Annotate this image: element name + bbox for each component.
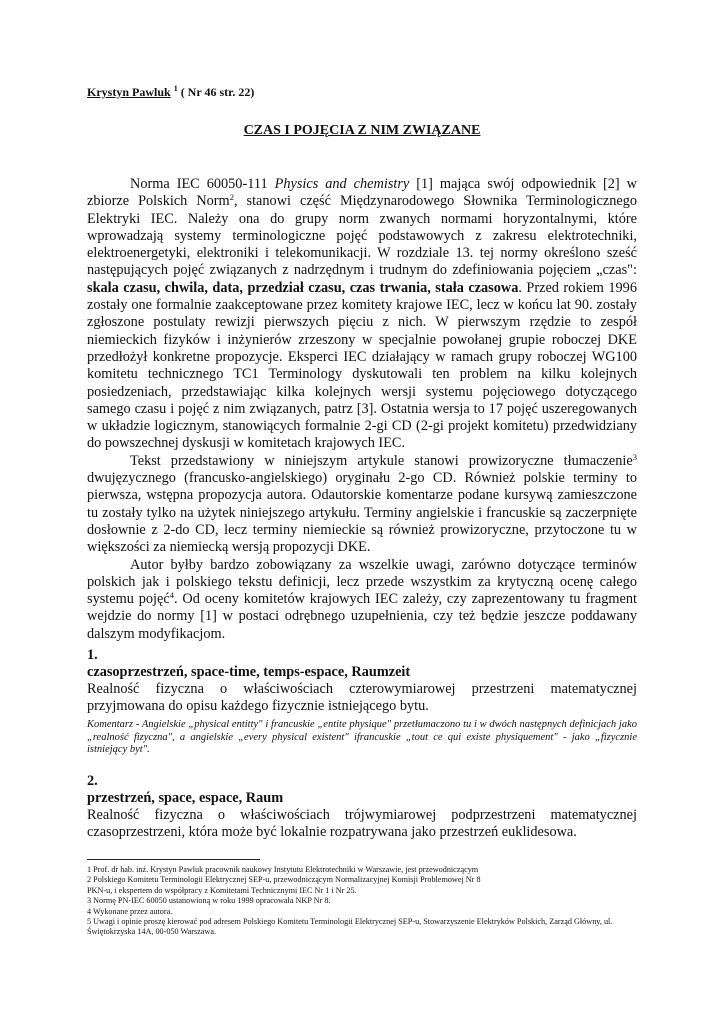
- author-footnote-ref: 1: [173, 84, 178, 93]
- definition-term: czasoprzestrzeń, space-time, temps-espace, Raumzeit: [87, 664, 411, 680]
- footnote-line: 4 Wykonane przez autora.: [87, 906, 173, 916]
- text-run: Autor byłby bardzo zobowiązany za wszelkie uwagi, zarówno dotyczące terminów polskich jak i polskiego tekstu definicji, lecz przede wszystkim za krytyczną ocenę całego systemu pojęć: [87, 556, 637, 608]
- definition-text: Realność fizyczna o właściwościach czterowymiarowej przestrzeni matematycznej przyjmowana do opisu każdego fizycznie istniejącego bytu.: [87, 681, 637, 714]
- definition-1: [87, 647, 637, 757]
- definition-number: 1.: [87, 647, 98, 663]
- footnote-separator: [87, 859, 260, 860]
- footnote-ref: 4: [169, 590, 174, 601]
- paragraph-intro: [87, 176, 637, 453]
- footnote-line: 3 Normę PN-IEC 60050 ustanowioną w roku 1999 opracowała NKP Nr 8.: [87, 896, 331, 906]
- author-name: Krystyn Pawluk: [87, 85, 171, 99]
- norm-title: Physics and chemistry: [274, 176, 410, 192]
- footnote-line: PKN-u, i ekspertem do współpracy z Komitetami Technicznymi IEC Nr 1 i Nr 25.: [87, 885, 357, 895]
- text-run: , stanowi część Międzynarodowego Słownika Terminologicznego Elektryki IEC. Należy ona do grupy norm zwanych normami horyzontalnymi, które wprowadzają systemy terminologiczne pojęć podstawowych z zakresu elektrotechniki, elektroenergetyki, elektroniki i telekomunikacji. W rozdziale 13. tej normy określono sześć następujących pojęć związanych z nadrzędnym i trudnym do zdefiniowania pojęciem „czas":: [87, 193, 637, 279]
- footnote-line: 5 Uwagi i opinie proszę kierować pod adresem Polskiego Komitetu Terminologii Elektrycznej SEP-u, Stowarzyszenie Elektryków Polskich, Zarząd Główny, ul.: [87, 917, 613, 927]
- footnote-ref: 2: [229, 192, 234, 203]
- article-title: CZAS I POJĘCIA Z NIM ZWIĄZANE: [243, 123, 481, 138]
- definition-2: [87, 773, 637, 841]
- definition-comment: Komentarz - Angielskie „physical entitty" i francuskie „entite physique" przetłumaczono tu i w dwóch następnych definicjach jako „realność fizyczna", a angielskie „every physical existent" ifrancuskie „tout ce qui existe physiquement" - jako „fizycznie istniejący byt".: [87, 719, 637, 755]
- text-run: Norma IEC 60050-111: [130, 176, 275, 192]
- author-header: [87, 84, 254, 100]
- paragraph-translation: [87, 453, 637, 557]
- article-body: [87, 176, 637, 643]
- definition-number: 2.: [87, 773, 98, 789]
- footnote-ref: 3: [632, 451, 637, 462]
- footnote-line: Świętokrzyska 14A, 00-050 Warszawa.: [87, 927, 217, 937]
- concept-list: skala czasu, chwila, data, przedział czasu, czas trwania, stała czasowa: [87, 279, 519, 296]
- definition-text: Realność fizyczna o właściwościach trójwymiarowej podprzestrzeni matematycznej czasoprzestrzeni, która może być lokalnie rozpatrywana jako przestrzeń euklidesowa.: [87, 807, 637, 840]
- source-reference: ( Nr 46 str. 22): [180, 85, 255, 99]
- text-run: . Przed rokiem 1996 zostały one formalnie zaakceptowane przez komitety krajowe IEC, lecz w końcu lat 90. zostały zgłoszone postulaty rewizji pierwszych pięciu z nich. W pierwszym rzędzie to zespół niemieckich fizyków i inżynierów zrzeszony w specjalnie powołanej grupie roboczej DKE przedłożył konkretne propozycje. Eksperci IEC działający w ramach grupy roboczej WG100 komitetu technicznego TC1 Terminology dyskutowali ten problem na kilku kolejnych posiedzeniach, przedstawiając kilka kolejnych wersji systemu pojęciowego dotyczącego samego czasu i pojęć z nim związanych, patrz [3]. Ostatnia wersja to 17 pojęć uszeregowanych w układzie logicznym, stanowiących formalnie 2-gi CD (2-gi projekt komitetu) przedwidziany do powszechnej dyskusji w komitetach krajowych IEC.: [87, 279, 637, 452]
- text-run: . Od oceny komitetów krajowych IEC zależy, czy zaprezentowany tu fragment wejdzie do normy [1] w postaci odrębnego uzupełnienia, czy też będzie jeszcze poddawany dalszym modyfikacjom.: [87, 591, 637, 642]
- text-run: [1] mająca swój odpowiednik [2] w zbiorze Polskich Norm: [87, 176, 638, 210]
- paragraph-request: [87, 557, 637, 643]
- footnote-line: 1 Prof. dr hab. inż. Krystyn Pawluk pracownik naukowy Instytutu Elektrotechniki w Warszawie, jest przewodniczącym: [87, 865, 479, 874]
- footnote-line: 2 Polskiego Komitetu Terminologii Elektrycznej SEP-u, przewodniczącym Normalizacyjnej Komisji Problemowej Nr 8: [87, 875, 481, 885]
- text-run: dwujęzycznego (francusko-angielskiego) oryginału 2-go CD. Również polskie terminy to pierwsza, wstępna propozycja autora. Odautorskie komentarze podane kursywą zamieszczone tu zostały tylko na użytek niniejszego artykułu. Terminy angielskie i francuskie są zaczerpnięte dosłownie z 2-do CD, lecz terminy niemieckie są również prowizoryczne, przytoczone tu w większości za niemiecką wersją propozycji DKE.: [87, 470, 637, 556]
- footnotes: [87, 865, 637, 938]
- definition-term: przestrzeń, space, espace, Raum: [87, 790, 284, 806]
- text-run: Tekst przedstawiony w niniejszym artykule stanowi prowizoryczne tłumaczenie: [130, 452, 633, 469]
